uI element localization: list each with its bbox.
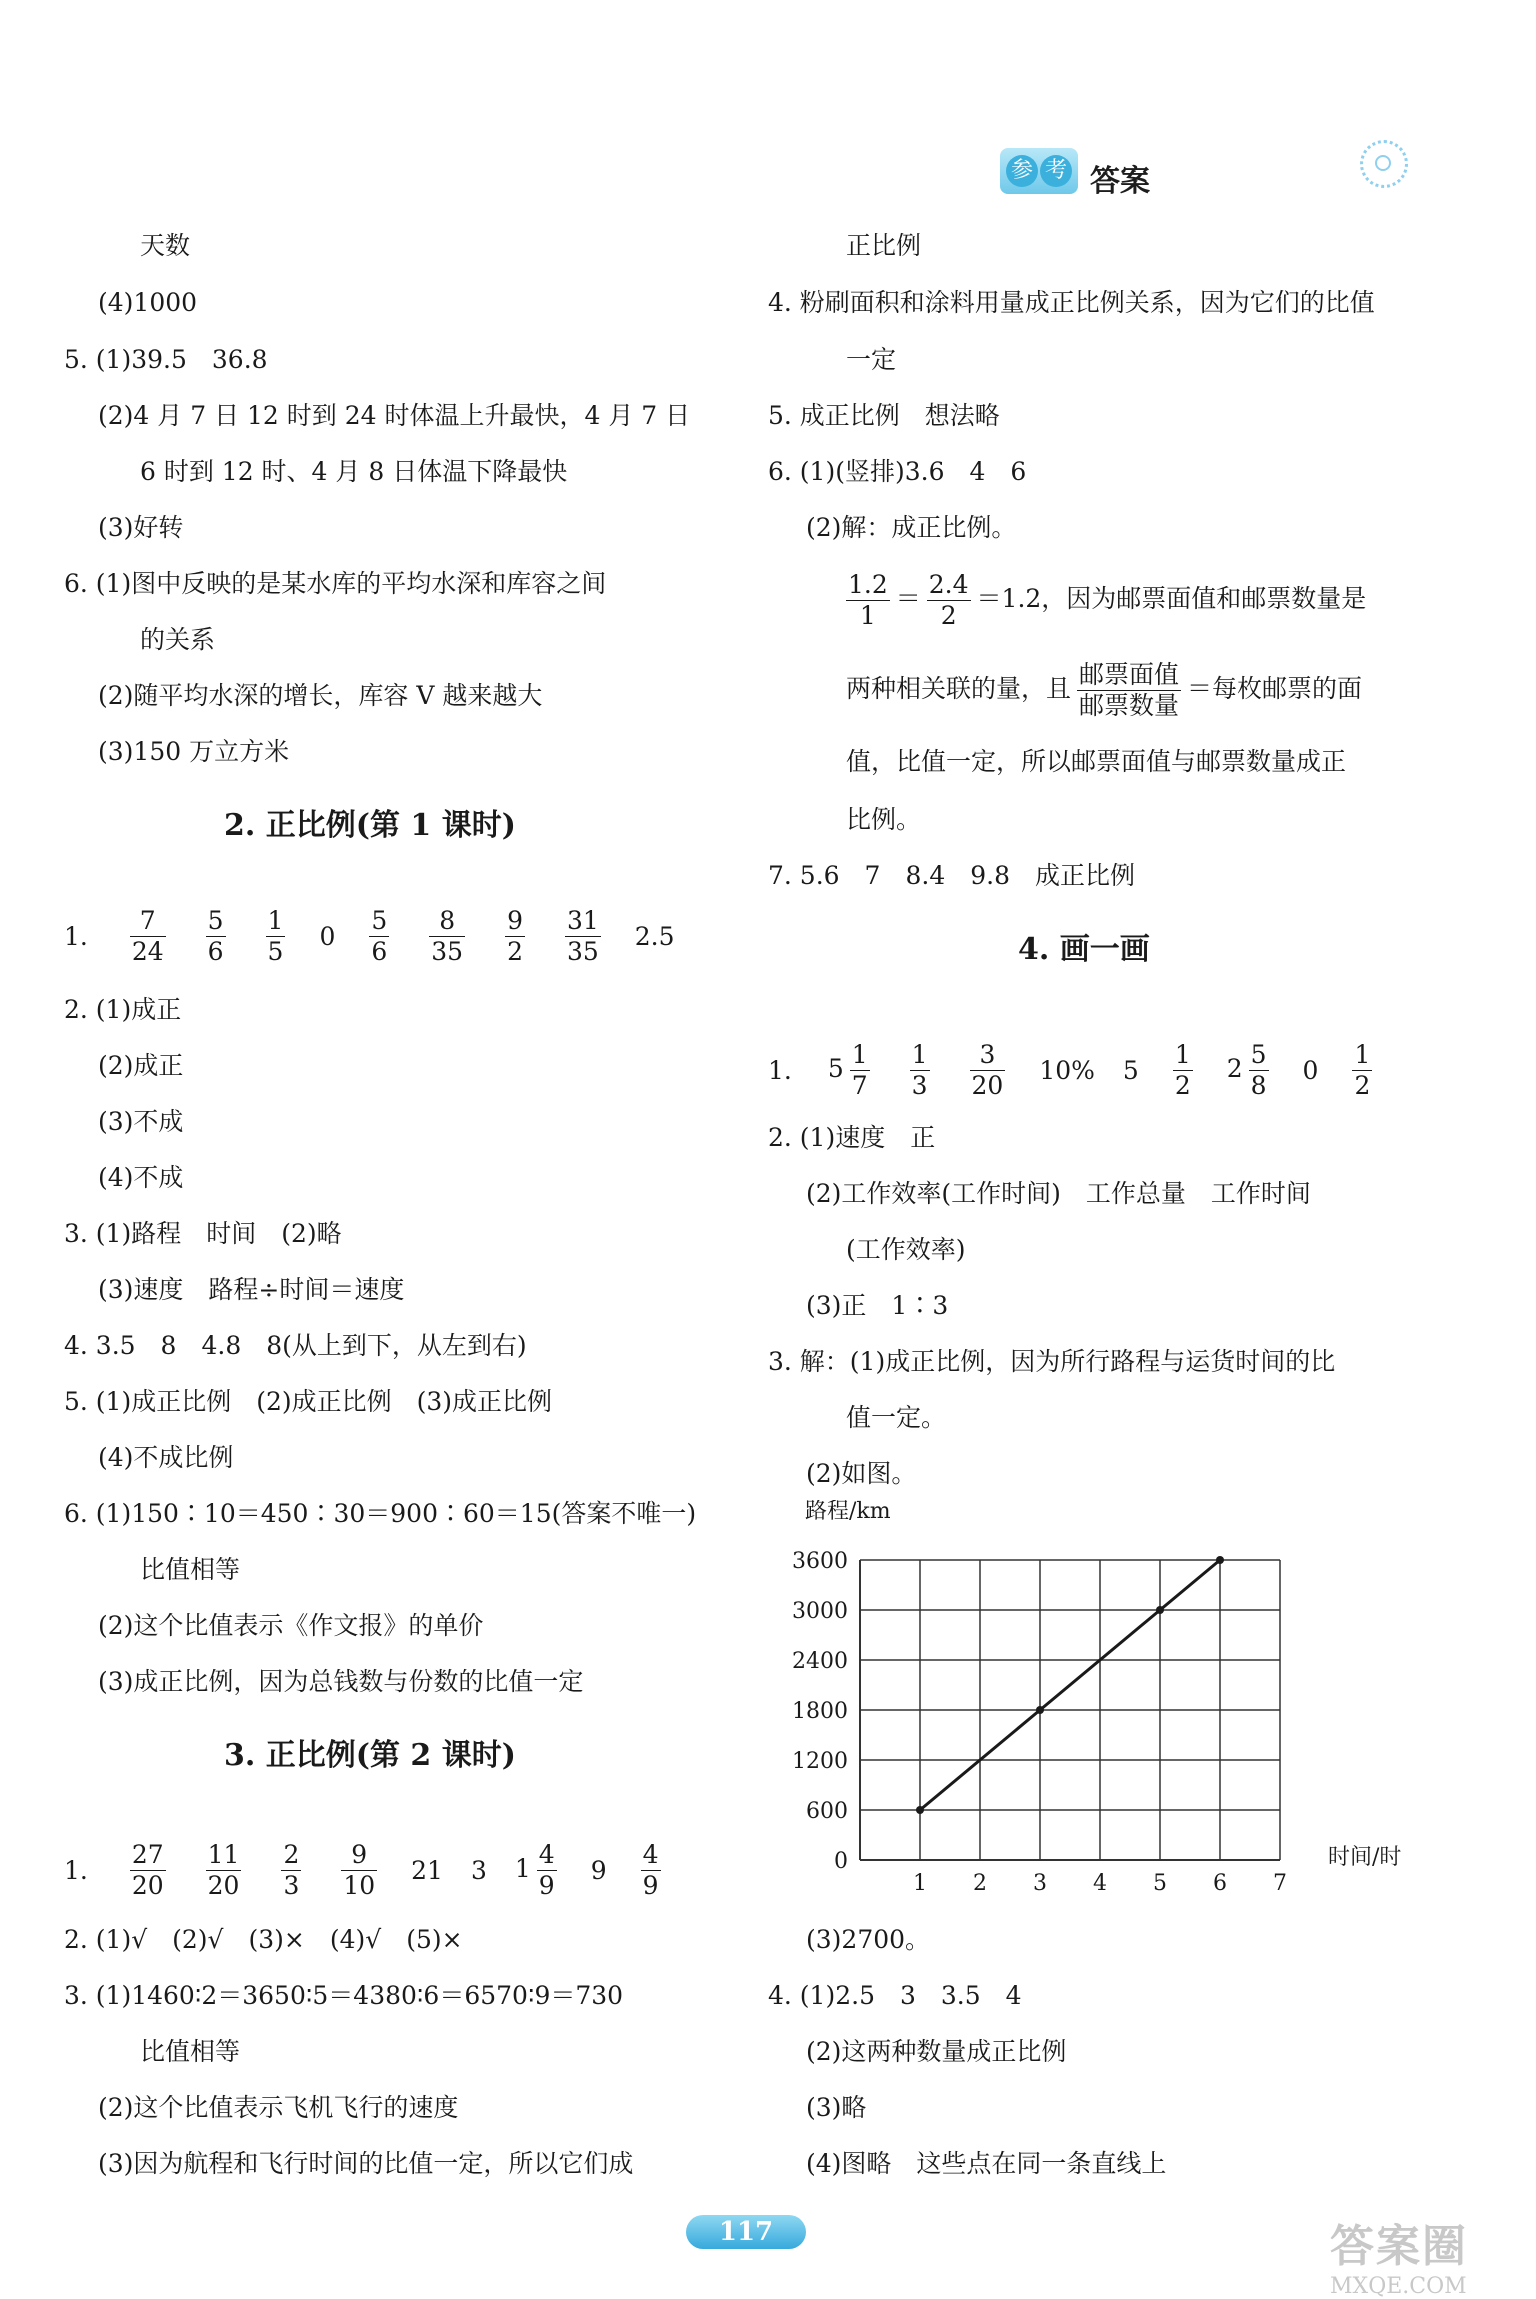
answer-line: (2)这个比值表示《作文报》的单价 [98,1611,484,1640]
answer-line: 2. (1)成正 [64,995,182,1024]
answer-line: 2. (1)速度 正 [768,1123,936,1152]
fraction-body [281,1840,301,1901]
value: 0 [319,921,336,951]
denominator: 2 [1354,1071,1371,1100]
answer-line: (2)4 月 7 日 12 时到 24 时体温上升最快，4 月 7 日 [98,401,691,430]
fraction [559,906,607,966]
denominator: 6 [371,937,388,966]
answer-line: 6. (1)150∶10＝450∶30＝900∶60＝15(答案不唯一) [64,1499,697,1528]
fraction-body [641,1840,661,1901]
answer-line: 3. (1)1460∶2＝3650∶5＝4380∶6＝6570∶9＝730 [64,1981,624,2010]
y-tick-label: 2400 [792,1649,848,1674]
flower-icon [1360,140,1408,188]
fraction [1167,1040,1199,1100]
answer-line: (3)好转 [98,513,184,542]
answer-badge [1000,148,1078,194]
answer-line: 3. 解：(1)成正比例，因为所行路程与运货时间的比 [768,1347,1336,1376]
numerator: 4 [538,1840,555,1869]
fraction [363,906,395,966]
numerator: 1 [911,1040,928,1069]
numerator: 31 [566,906,599,935]
numerator: 5 [1250,1040,1267,1069]
numerator: 7 [130,906,166,937]
y-tick-label: 600 [806,1799,848,1824]
answer-line: 5. (1)39.5 36.8 [64,345,268,374]
value: 9 [590,1855,607,1885]
denominator: 2 [1174,1071,1191,1100]
y-tick-label: 1200 [792,1749,848,1774]
answer-line: (2)如图。 [806,1459,917,1488]
x-tick-label: 7 [1273,1871,1287,1896]
fraction [635,1840,667,1900]
question-label: 1. [768,1055,792,1085]
answer-line: 4. 粉刷面积和涂料用量成正比例关系，因为它们的比值 [768,288,1375,317]
whole-part: 1 [514,1854,531,1883]
answer-line: (工作效率) [846,1235,966,1264]
numerator: 1 [1174,1040,1191,1069]
fraction-body [850,1040,870,1101]
answer-line: (3)正 1∶3 [806,1291,949,1320]
fraction-body [206,1840,242,1901]
y-tick-label: 0 [834,1849,848,1874]
fraction-body [910,1040,930,1101]
answer-line: (3)略 [806,2093,867,2122]
answer-line: 6 时到 12 时、4 月 8 日体温下降最快 [140,457,568,486]
x-tick-label: 6 [1213,1871,1227,1896]
fraction: $\frac{\text{邮票面值}}{\text{邮票数量}}$ [1079,660,1180,720]
answer-line: (4)不成 [98,1163,184,1192]
fraction-body [130,906,166,967]
answer-line: 值，比值一定，所以邮票面值与邮票数量成正 [846,747,1347,776]
data-point [1156,1606,1164,1614]
page-header [1000,138,1420,208]
answer-line: 4. 3.5 8 4.8 8(从上到下，从左到右) [64,1331,527,1360]
numerator: 8 [429,906,465,937]
denominator: 20 [207,1871,240,1900]
denominator: 3 [911,1071,928,1100]
answer-line: (4)不成比例 [98,1443,234,1472]
answer-line: 3. (1)路程 时间 (2)略 [64,1219,342,1248]
x-tick-label: 2 [973,1871,987,1896]
answer-line: (3)2700。 [806,1925,931,1954]
numerator: 27 [131,1840,164,1869]
denominator: 7 [851,1071,868,1100]
fraction-body [369,906,389,967]
data-point [1036,1706,1044,1714]
denominator: 6 [207,937,224,966]
answer-line: (2)解：成正比例。 [806,513,1017,542]
x-tick-label: 3 [1033,1871,1047,1896]
fraction-row [768,1040,1406,1101]
fraction [124,906,172,966]
value: 21 [411,1855,443,1885]
fraction [260,906,292,966]
numerator: 5 [371,906,388,935]
fraction [1346,1040,1378,1100]
answer-line: 的关系 [140,625,216,654]
y-tick-label: 3600 [792,1549,848,1574]
fraction [275,1840,307,1900]
watermark-logo [1330,2210,1530,2299]
numerator: 9 [507,906,523,935]
denominator: 20 [971,1071,1004,1100]
data-point [1216,1556,1224,1564]
answer-line: (3)不成 [98,1107,184,1136]
question-label: 1. [64,1855,88,1885]
page-number: 117 [686,2215,806,2249]
mixed-number [827,1040,876,1100]
answer-line: 值一定。 [846,1403,947,1432]
numerator: 1 [1354,1040,1371,1069]
denominator: 20 [131,1871,164,1900]
fraction [200,1840,248,1900]
denominator: 35 [566,937,599,966]
denominator: 9 [642,1871,659,1900]
y-axis-label: 路程/km [805,1500,891,1524]
fraction-body [1249,1040,1269,1101]
numerator: 11 [207,1840,240,1869]
data-point [916,1806,924,1814]
section-title: 2. 正比例(第 1 课时) [224,808,516,843]
x-axis-label: 时间/时 [1328,1845,1402,1870]
answer-line: 4. (1)2.5 3 3.5 4 [768,1981,1022,2010]
section-title: 3. 正比例(第 2 课时) [224,1738,516,1773]
fraction-body [1352,1040,1372,1101]
distance-time-chart [760,1500,1460,1920]
fraction-row [64,1840,695,1901]
y-tick-label: 3000 [792,1599,848,1624]
fraction-list [124,1840,695,1900]
fraction-body [130,1840,166,1901]
fraction-body [970,1040,1006,1101]
badge-char-1: 参 [1006,155,1038,187]
numerator: 2 [283,1840,300,1869]
badge-char-2: 考 [1040,155,1072,187]
answer-line: 5. 成正比例 想法略 [768,401,1000,430]
answer-line: (3)成正比例，因为总钱数与份数的比值一定 [98,1667,584,1696]
whole-part: 2 [1226,1054,1243,1083]
whole-part: 5 [827,1054,844,1083]
answer-line: (3)150 万立方米 [98,737,290,766]
mixed-number [514,1840,563,1900]
section-title: 4. 画一画 [1018,932,1150,967]
fraction [423,906,471,966]
answer-line: (3)速度 路程÷时间＝速度 [98,1275,405,1304]
question-label: 1. [64,921,88,951]
equation-text: 两种相关联的量，且 [846,674,1072,703]
answer-line: (2)这两种数量成正比例 [806,2037,1067,2066]
answer-line: 比值相等 [140,2037,241,2066]
value: 0 [1302,1055,1319,1085]
fraction [499,906,531,966]
denominator: 8 [1250,1071,1267,1100]
fraction [124,1840,172,1900]
denominator: 5 [267,937,284,966]
numerator: 4 [642,1840,659,1869]
equation-line [840,570,1366,631]
fraction [200,906,232,966]
equation-text: ＝每枚邮票的面 [1187,674,1363,703]
answer-line: (3)因为航程和飞行时间的比值一定，所以它们成 [98,2149,634,2178]
x-tick-label: 4 [1093,1871,1107,1896]
answer-line: (2)随平均水深的增长，库容 V 越来越大 [98,681,543,710]
answer-line: 正比例 [846,231,922,260]
value: 3 [470,1855,487,1885]
fraction-body [565,906,601,967]
fraction-body [206,906,226,967]
answer-line: 比值相等 [140,1555,241,1584]
equation-line [846,660,1362,721]
fraction: $\frac{2.4}{2}$ [928,570,969,630]
fraction-body [429,906,465,967]
fraction: $\frac{1.2}{1}$ [848,570,888,630]
mixed-number [1226,1040,1275,1100]
fraction-body [1173,1040,1193,1101]
numerator: 5 [207,906,224,935]
equation-text: ＝1.2，因为邮票面值和邮票数量是 [976,584,1367,613]
numerator: 9 [341,1840,377,1871]
answer-line: 比例。 [846,805,922,834]
answer-line: (2)工作效率(工作时间) 工作总量 工作时间 [806,1179,1311,1208]
x-tick-label: 5 [1153,1871,1167,1896]
numerator: 1 [267,906,284,935]
value: 10% [1039,1055,1095,1085]
value: 2.5 [634,921,675,951]
fraction-body [341,1840,377,1901]
answer-line: 5. (1)成正比例 (2)成正比例 (3)成正比例 [64,1387,553,1416]
answer-line: 6. (1)(竖排)3.6 4 6 [768,457,1027,486]
answer-line: (4)1000 [98,288,198,317]
fraction-list [827,1040,1407,1100]
x-tick-label: 1 [913,1871,927,1896]
answer-line: 天数 [140,231,191,260]
denominator: 24 [131,937,164,966]
fraction-row [64,906,703,967]
denominator: 10 [343,1871,376,1900]
fraction-list [124,906,703,966]
fraction-body [266,906,286,967]
numerator: 1 [851,1040,868,1069]
answer-line: (2)成正 [98,1051,184,1080]
answer-line: (2)这个比值表示飞机飞行的速度 [98,2093,459,2122]
y-tick-label: 1800 [792,1699,848,1724]
fraction [904,1040,936,1100]
denominator: 35 [431,937,464,966]
answer-line: 一定 [846,345,897,374]
equals-sign: ＝ [895,584,921,613]
fraction-body [537,1840,557,1901]
denominator: 2 [507,937,523,966]
answer-line: 6. (1)图中反映的是某水库的平均水深和库容之间 [64,569,607,598]
denominator: 9 [538,1871,555,1900]
answer-line: 2. (1)√ (2)√ (3)× (4)√ (5)× [64,1925,463,1954]
header-title: 答案 [1090,164,1150,199]
answer-line: (4)图略 这些点在同一条直线上 [806,2149,1167,2178]
answer-line: 7. 5.6 7 8.4 9.8 成正比例 [768,861,1135,890]
value: 5 [1122,1055,1139,1085]
watermark-url: MXQE.COM [1330,2274,1467,2299]
fraction-body [505,906,525,967]
data-line [920,1560,1220,1810]
fraction [964,1040,1012,1100]
watermark-text: 答案圈 [1330,2221,1468,2272]
numerator: 3 [970,1040,1006,1071]
denominator: 3 [283,1871,300,1900]
fraction [335,1840,383,1900]
